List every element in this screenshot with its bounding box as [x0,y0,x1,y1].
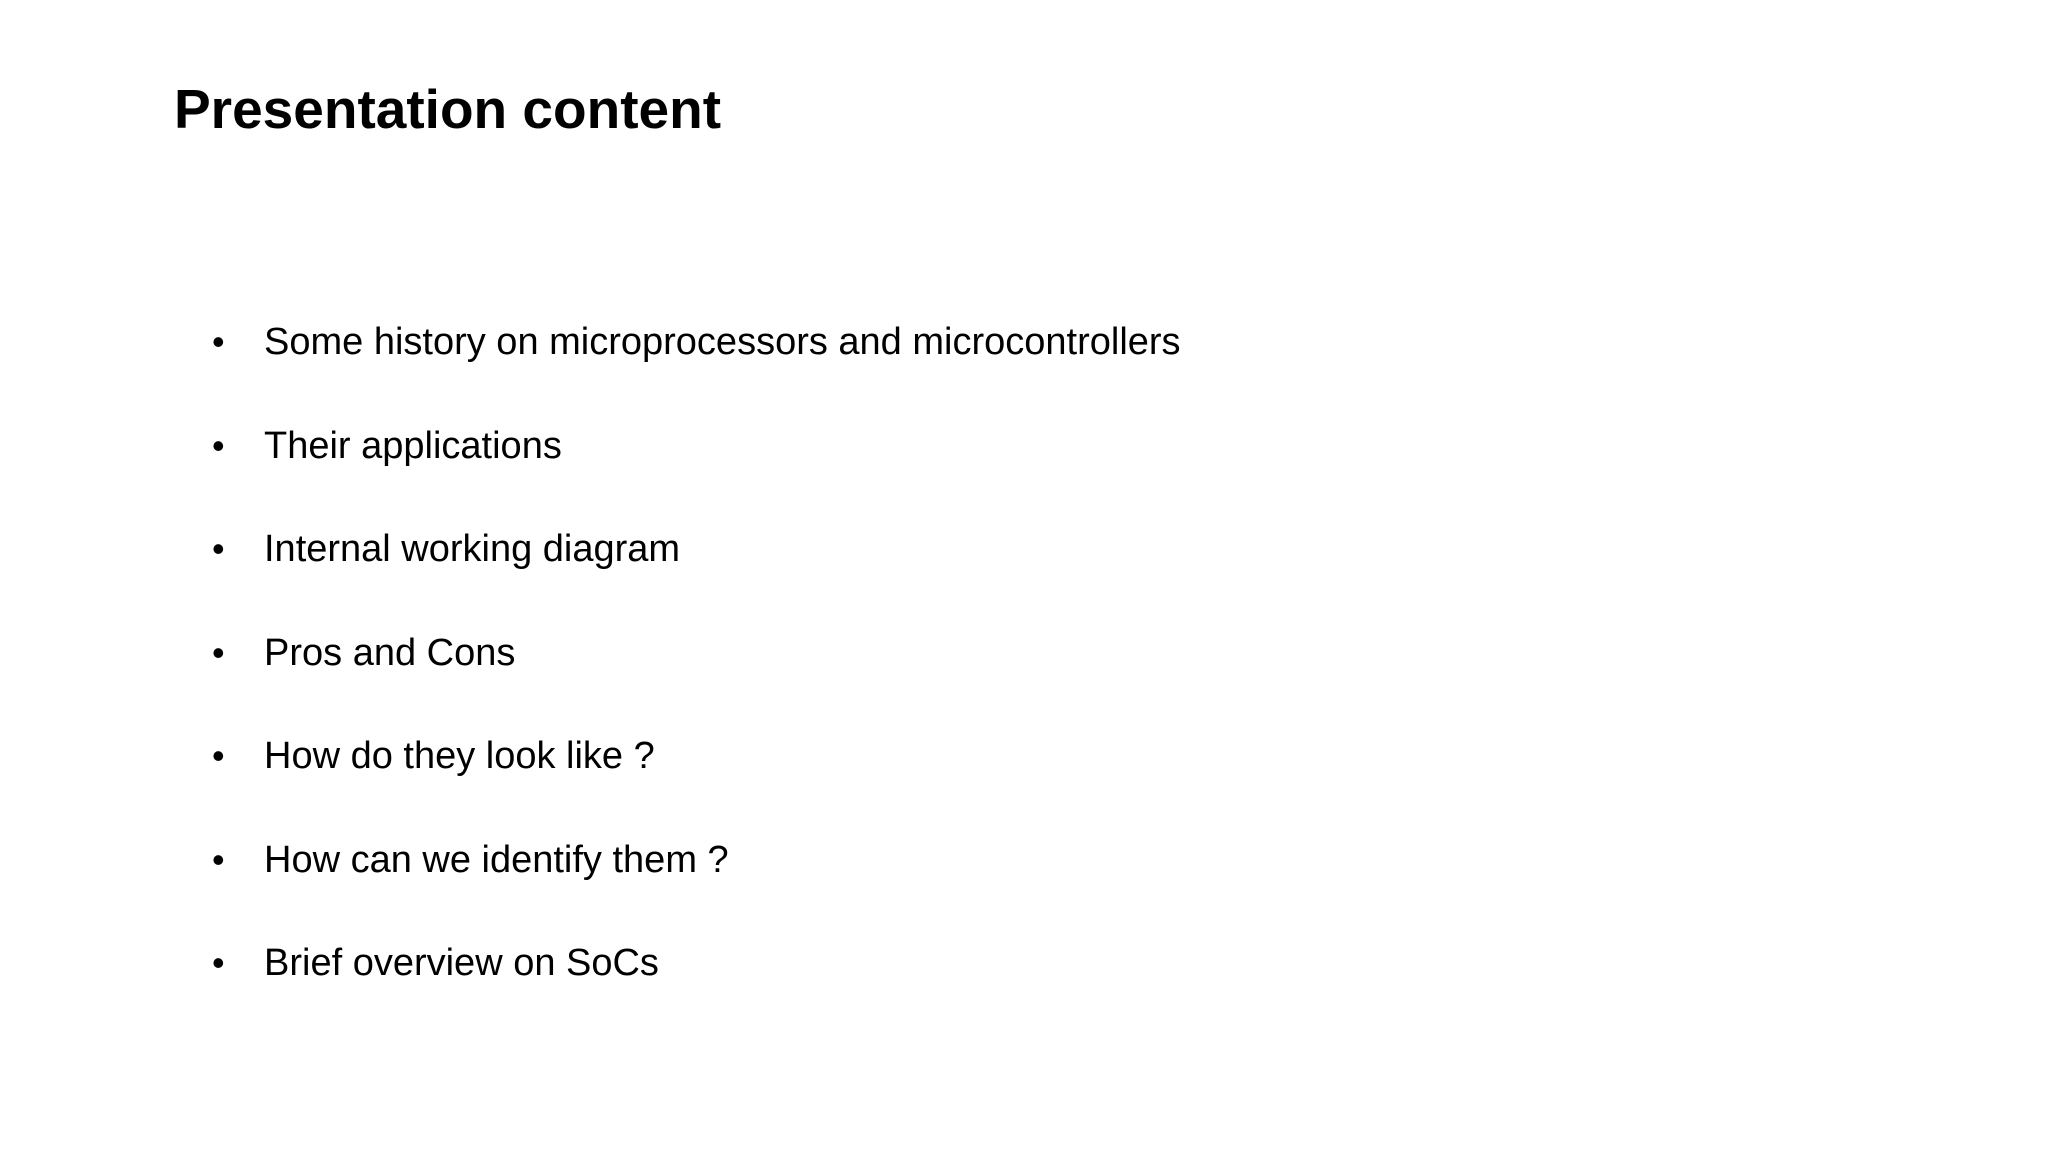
list-item-text: Pros and Cons [264,631,516,674]
bullet-icon: • [212,424,225,466]
list-item-text: Brief overview on SoCs [264,942,659,984]
list-item [212,418,1181,522]
bullet-icon: • [212,321,225,362]
bullet-icon: • [212,942,225,983]
slide-title: Presentation content [174,78,722,140]
list-item-text: How do they look like ? [264,735,655,777]
bullet-icon: • [212,735,225,776]
list-item-text: How can we identify them ? [264,838,729,881]
list-item [212,832,1181,936]
list-item [212,935,1181,1039]
list-item [212,314,1181,418]
bullet-icon: • [212,838,225,880]
bullet-icon: • [212,528,225,569]
list-item-text: Their applications [264,424,562,467]
list-item-text: Some history on microprocessors and microcontrollers [264,321,1181,363]
list-item [212,625,1181,729]
bullet-list [212,314,1181,1039]
bullet-icon: • [212,631,225,673]
list-item [212,728,1181,832]
list-item-text: Internal working diagram [264,528,681,570]
list-item [212,521,1181,625]
